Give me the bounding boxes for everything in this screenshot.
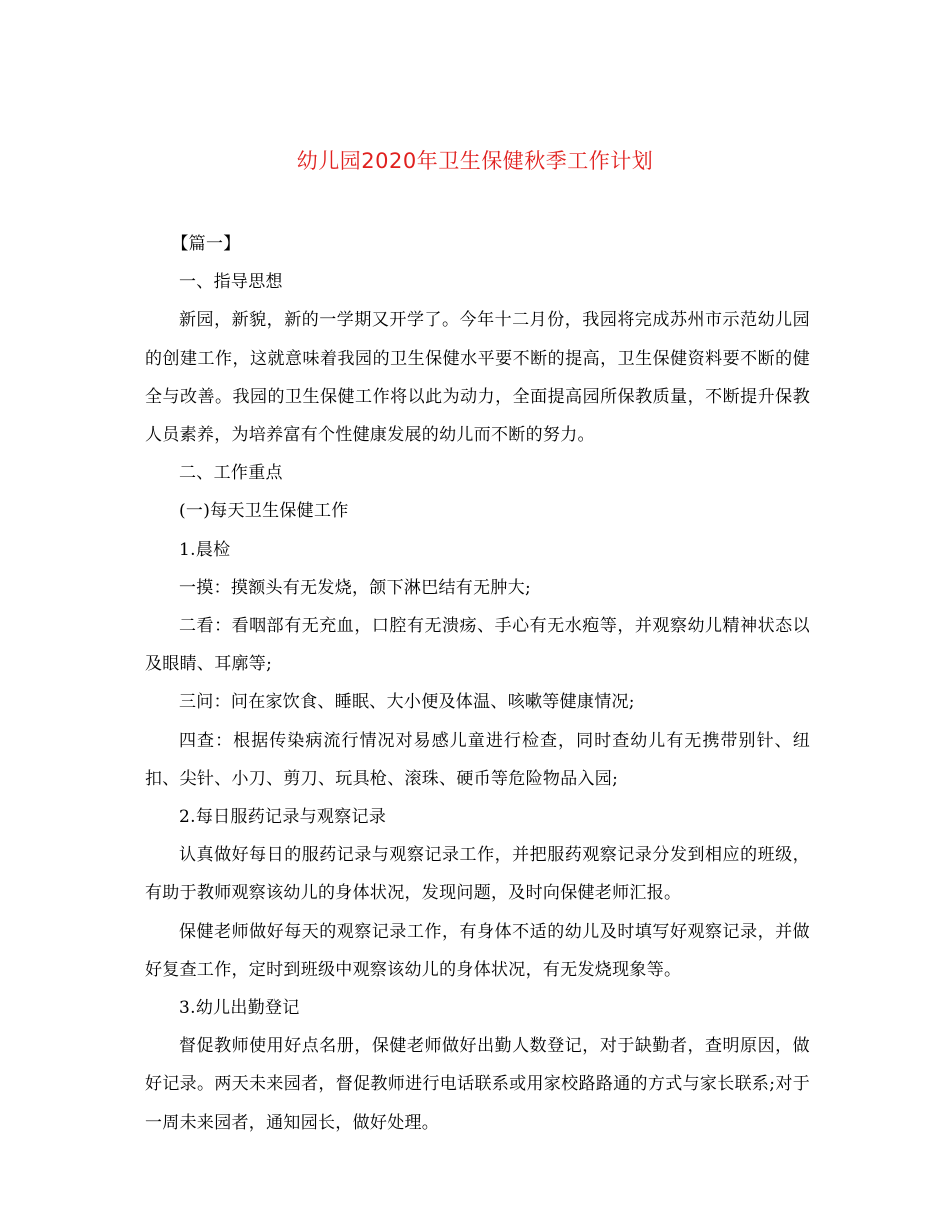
paragraph-observation: 保健老师做好每天的观察记录工作，有身体不适的幼儿及时填写好观察记录，并做好复查工作，定时到班级中观察该幼儿的身体状况，有无发烧现象等。	[145, 921, 810, 980]
paragraph-attendance: 督促教师使用好点名册，保健老师做好出勤人数登记，对于缺勤者，查明原因，做好记录。两天未来园者，督促教师进行电话联系或用家校路路通的方式与家长联系;对于一周未来园者，通知园长，做好处理。	[145, 1036, 810, 1133]
item-heading-medication-record: 2.每日服药记录与观察记录	[179, 807, 387, 828]
subsection-heading-daily-work: (一)每天卫生保健工作	[179, 501, 349, 522]
document-body	[145, 225, 810, 1142]
item-heading-attendance: 3.幼儿出勤登记	[179, 998, 300, 1019]
paragraph-touch: 一摸：摸额头有无发烧，颌下淋巴结有无肿大;	[179, 577, 532, 598]
section-heading-work-focus: 二、工作重点	[179, 463, 283, 484]
paragraph-ask: 三问：问在家饮食、睡眠、大小便及体温、咳嗽等健康情况;	[179, 692, 635, 713]
paragraph-check: 四查：根据传染病流行情况对易感儿童进行检查，同时查幼儿有无携带别针、纽扣、尖针、小刀、剪刀、玩具枪、滚珠、硬币等危险物品入园;	[145, 730, 810, 789]
paragraph-look: 二看：看咽部有无充血，口腔有无溃疡、手心有无水疱等，并观察幼儿精神状态以及眼睛、耳廓等;	[145, 616, 810, 675]
section-heading-guiding-ideology: 一、指导思想	[179, 272, 283, 293]
paragraph-medication: 认真做好每日的服药记录与观察记录工作，并把服药观察记录分发到相应的班级，有助于教师观察该幼儿的身体状况，发现问题，及时向保健老师汇报。	[145, 845, 810, 904]
paragraph-intro: 新园，新貌，新的一学期又开学了。今年十二月份，我园将完成苏州市示范幼儿园的创建工作，这就意味着我园的卫生保健水平要不断的提高，卫生保健资料要不断的健全与改善。我园的卫生保健工作将以此为动力，全面提高园所保教质量，不断提升保教人员素养，为培养富有个性健康发展的幼儿而不断的努力。	[145, 310, 810, 446]
section-marker: 【篇一】	[171, 234, 241, 254]
document-title: 幼儿园2020年卫生保健秋季工作计划	[296, 149, 654, 173]
item-heading-morning-check: 1.晨检	[179, 539, 231, 560]
